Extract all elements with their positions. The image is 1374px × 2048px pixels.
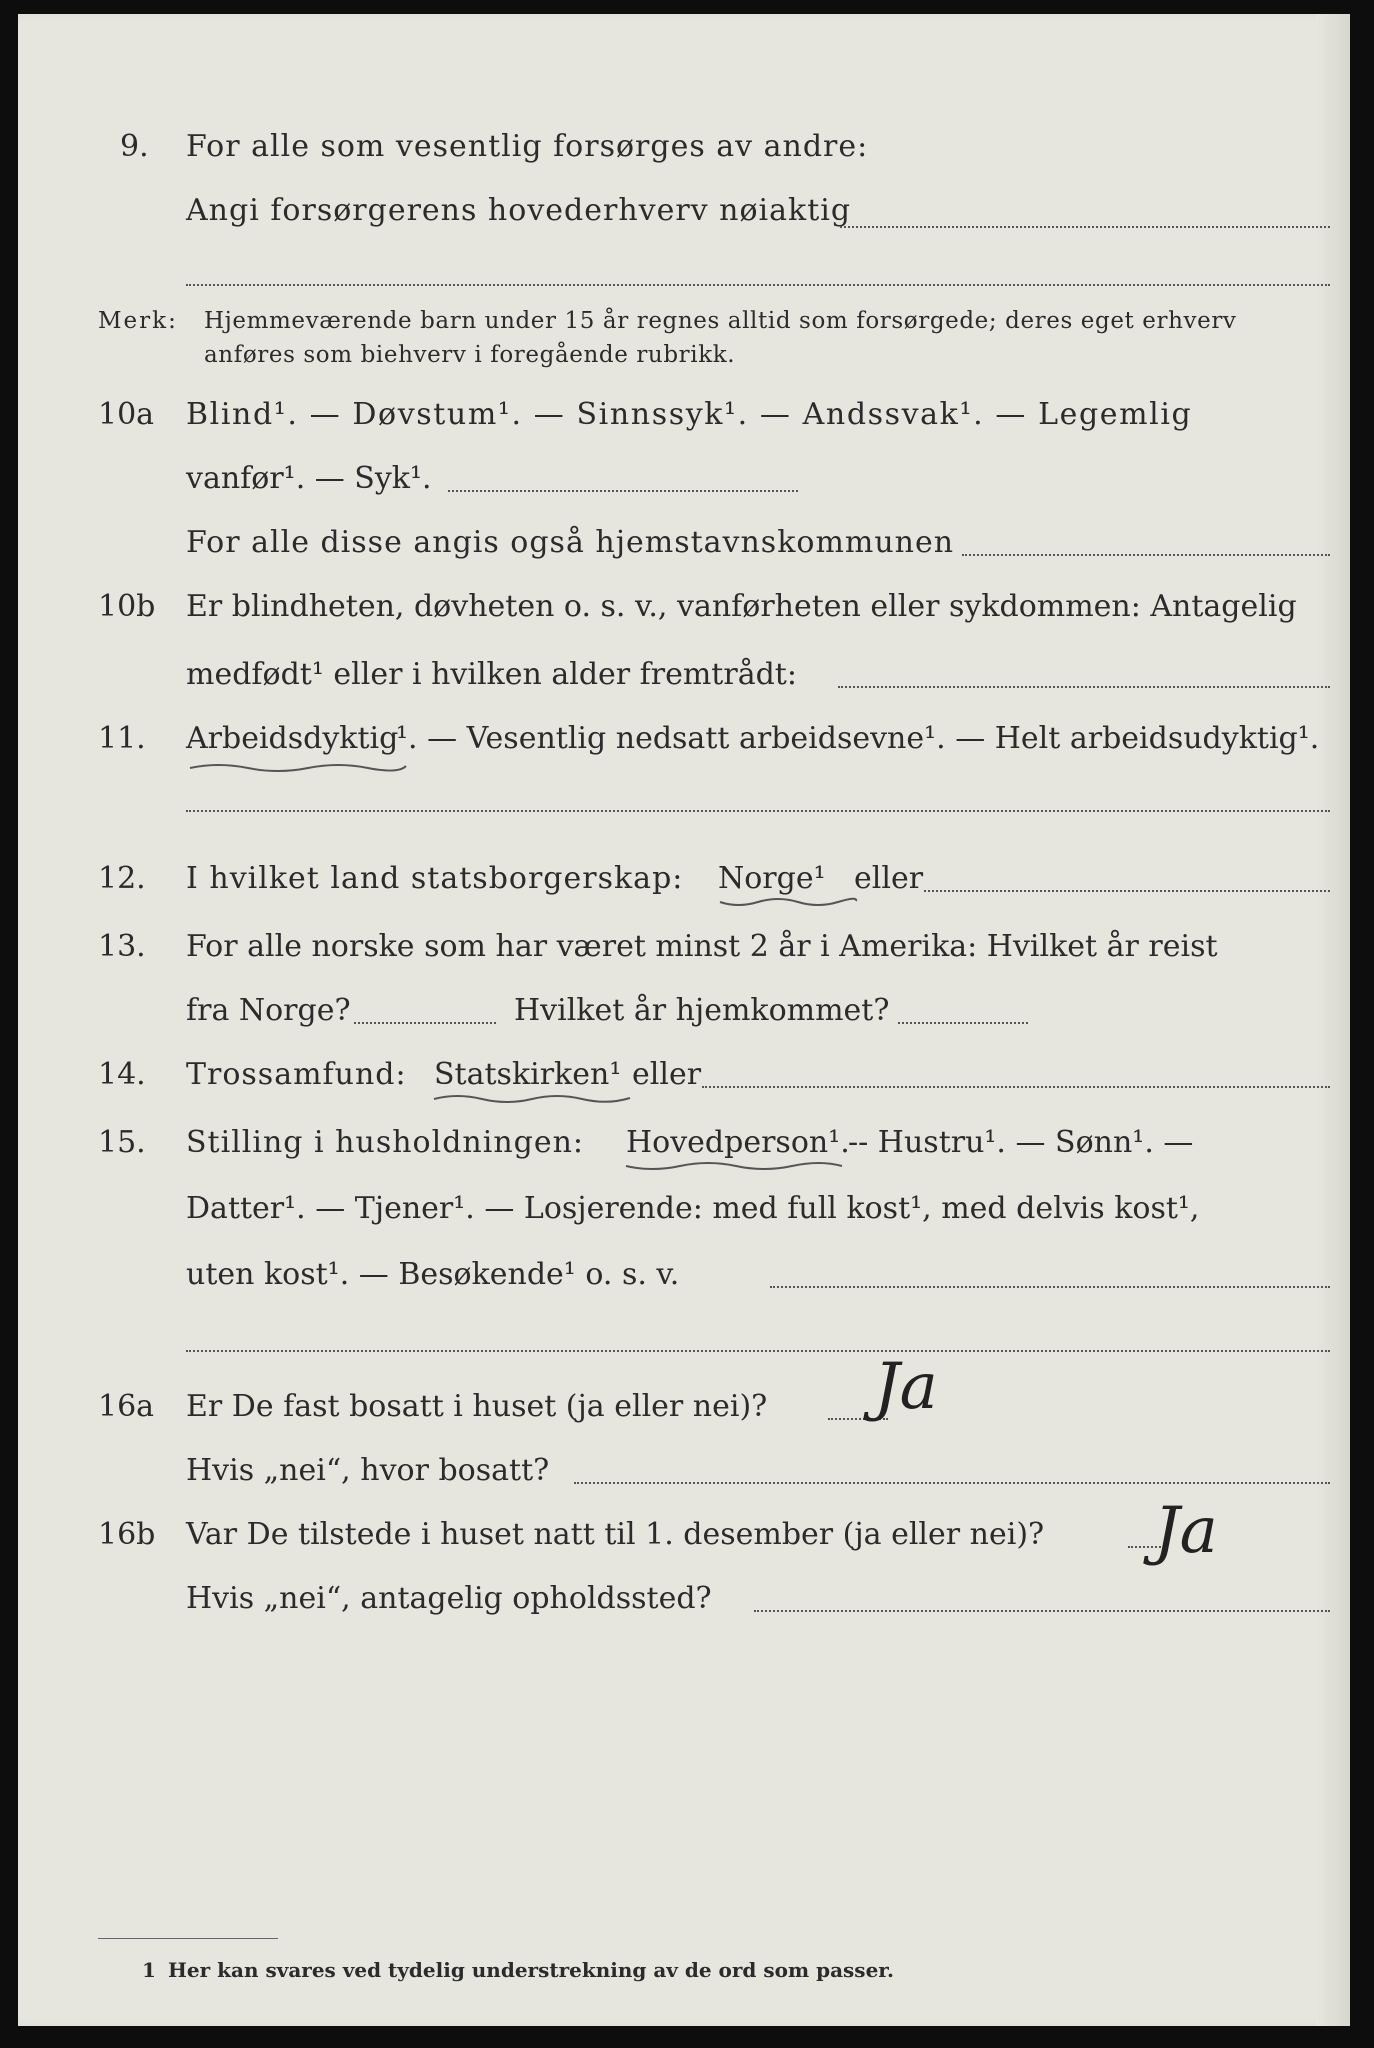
- item-12-eller: eller: [854, 861, 924, 896]
- handwritten-underline-hovedperson: [624, 1160, 844, 1174]
- item-14-option-statskirken[interactable]: Statskirken¹: [434, 1057, 622, 1092]
- item-10a-number: 10a: [98, 397, 155, 432]
- item-10a-syk-line[interactable]: [448, 490, 798, 492]
- handwritten-underline-statskirken: [432, 1092, 632, 1106]
- item-13-hjemkommet-prompt: Hvilket år hjemkommet?: [514, 993, 890, 1028]
- item-12-option-norge[interactable]: Norge¹: [718, 861, 826, 896]
- item-14-question: Trossamfund:: [186, 1057, 407, 1092]
- item-15-options-rest: -- Hustru¹. — Sønn¹. —: [848, 1125, 1194, 1160]
- item-9-question: For alle som vesentlig forsørges av andre:: [186, 129, 869, 164]
- item-16b-number: 16b: [98, 1517, 156, 1552]
- item-15-line2: Datter¹. — Tjener¹. — Losjerende: med full kost¹, med delvis kost¹,: [186, 1191, 1200, 1226]
- item-15-number: 15.: [98, 1125, 146, 1160]
- item-14-number: 14.: [98, 1057, 146, 1092]
- item-10b-number: 10b: [98, 589, 156, 624]
- item-10a-kommune-line[interactable]: [962, 554, 1330, 556]
- item-10a-line3: For alle disse angis også hjemstavnskommunen: [186, 525, 955, 560]
- item-10b-line1: Er blindheten, døvheten o. s. v., vanførheten eller sykdommen: Antagelig: [186, 589, 1297, 624]
- item-9-answer-line-2[interactable]: [186, 284, 1330, 286]
- item-16a-number: 16a: [98, 1389, 155, 1424]
- item-11-answer-line[interactable]: [186, 810, 1330, 812]
- merk-text-line2: anføres som biehverv i foregående rubrikk.: [204, 342, 736, 368]
- item-12-answer-line[interactable]: [924, 890, 1330, 892]
- footnote-mark: 1: [142, 1958, 156, 1982]
- item-11-option-arbeidsdyktig[interactable]: Arbeidsdyktig: [186, 721, 399, 756]
- footnote-rule: [98, 1938, 278, 1939]
- handwritten-underline-norge: [718, 896, 858, 910]
- item-10a-line1: Blind¹. — Døvstum¹. — Sinnssyk¹. — Andssvak¹. — Legemlig: [186, 397, 1193, 432]
- item-15-question: Stilling i husholdningen:: [186, 1125, 585, 1160]
- item-15-answer-line[interactable]: [770, 1286, 1330, 1288]
- item-16a-hvis-nei: Hvis „nei“, hvor bosatt?: [186, 1453, 550, 1488]
- item-16b-hvis-nei: Hvis „nei“, antagelig opholdssted?: [186, 1581, 712, 1616]
- merk-text-line1: Hjemmeværende barn under 15 år regnes alltid som forsørgede; deres eget erhverv: [204, 308, 1237, 334]
- item-10a-line2: vanfør¹. — Syk¹.: [186, 461, 432, 496]
- item-10b-answer-line[interactable]: [838, 686, 1330, 688]
- item-16a-bosatt-line[interactable]: [574, 1482, 1330, 1484]
- item-13-number: 13.: [98, 929, 146, 964]
- item-16a-question: Er De fast bosatt i huset (ja eller nei)?: [186, 1389, 768, 1424]
- item-13-reist-prompt: fra Norge?: [186, 993, 351, 1028]
- footnote-text: Her kan svares ved tydelig understrekning av de ord som passer.: [168, 1958, 894, 1982]
- page-fold-shadow: [1316, 14, 1350, 2026]
- item-9-number: 9.: [120, 129, 149, 164]
- item-15-answer-line-2[interactable]: [186, 1350, 1330, 1352]
- merk-label: Merk:: [98, 308, 178, 334]
- item-10b-line2: medfødt¹ eller i hvilken alder fremtrådt:: [186, 657, 797, 692]
- item-14-answer-line[interactable]: [702, 1086, 1330, 1088]
- item-9-prompt: Angi forsørgerens hovederhverv nøiaktig: [186, 193, 852, 228]
- item-12-question: I hvilket land statsborgerskap:: [186, 861, 684, 896]
- item-15-option-hovedperson[interactable]: Hovedperson¹.: [626, 1125, 850, 1160]
- item-9-answer-line[interactable]: [840, 226, 1330, 228]
- item-16b-question: Var De tilstede i huset natt til 1. desember (ja eller nei)?: [186, 1517, 1045, 1552]
- item-14-eller: eller: [632, 1057, 702, 1092]
- item-11-number: 11.: [98, 721, 146, 756]
- item-13-line1: For alle norske som har været minst 2 år i Amerika: Hvilket år reist: [186, 929, 1218, 964]
- item-16b-opholdssted-line[interactable]: [754, 1610, 1330, 1612]
- item-16a-handwritten-answer[interactable]: Ja: [874, 1350, 938, 1424]
- handwritten-underline-arbeidsdyktig: [188, 760, 408, 774]
- item-11-options-rest: ¹. — Vesentlig nedsatt arbeidsevne¹. — Helt arbeidsudyktig¹.: [396, 721, 1320, 756]
- item-16b-handwritten-answer[interactable]: Ja: [1154, 1494, 1218, 1568]
- item-12-number: 12.: [98, 861, 146, 896]
- item-13-hjemkommet-line[interactable]: [898, 1022, 1028, 1024]
- item-13-reist-line[interactable]: [354, 1022, 496, 1024]
- census-form-page: [18, 14, 1350, 2026]
- item-15-line3: uten kost¹. — Besøkende¹ o. s. v.: [186, 1257, 680, 1292]
